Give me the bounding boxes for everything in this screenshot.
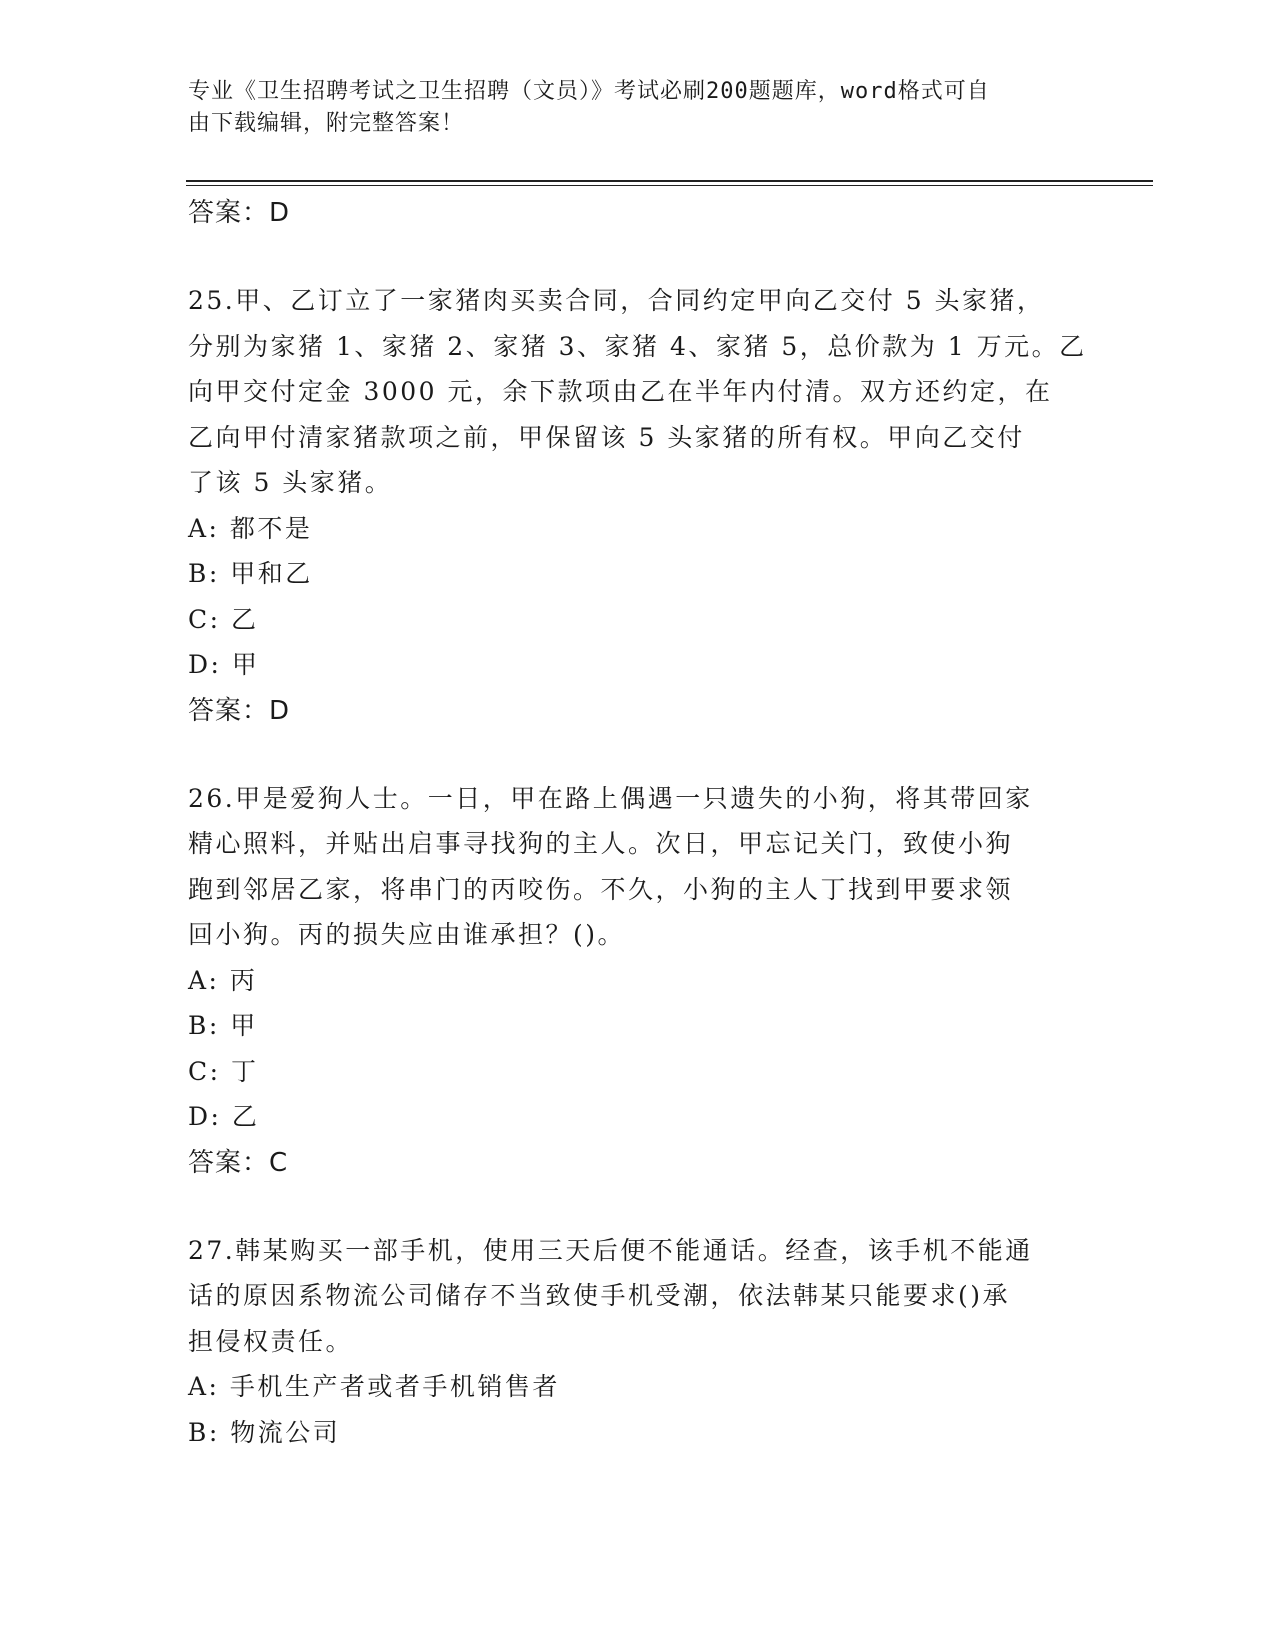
question-text [188, 1228, 1088, 1365]
option-c: C: 丁 [188, 1056, 259, 1086]
question-list [188, 190, 1088, 1455]
question-line: 向甲交付定金 3000 元，余下款项由乙在半年内付清。双方还约定，在 [188, 377, 1053, 406]
question-line: 乙向甲付清家猪款项之前，甲保留该 5 头家猪的所有权。甲向乙交付 [188, 422, 1025, 452]
question-line: 回小狗。丙的损失应由谁承担？()。 [188, 920, 626, 949]
header-divider-thin [186, 185, 1153, 186]
answer-line: 答案：D [188, 198, 291, 228]
answer-line: 答案：C [188, 1147, 289, 1178]
question-block [188, 1228, 1088, 1456]
question-line: 了该 5 头家猪。 [188, 468, 393, 497]
question-line: 26.甲是爱狗人士。一日，甲在路上偶遇一只遗失的小狗，将其带回家 [188, 783, 1033, 813]
question-line: 担侵权责任。 [188, 1326, 354, 1356]
option-d: D: 甲 [188, 650, 260, 679]
option-a: A: 手机生产者或者手机销售者 [188, 1372, 560, 1401]
question-text [188, 278, 1088, 506]
question-line: 精心照料，并贴出启事寻找狗的主人。次日，甲忘记关门，致使小狗 [188, 829, 1014, 858]
header-line: 专业《卫生招聘考试之卫生招聘（文员）》考试必刷200题题库，word格式可自 [188, 79, 990, 104]
option-b: B: 甲和乙 [188, 559, 313, 588]
question-block [188, 278, 1088, 734]
option-c: C: 乙 [188, 604, 259, 634]
option-a: A: 都不是 [188, 513, 313, 543]
answer-line: 答案：D [188, 695, 291, 726]
header-line: 由下载编辑，附完整答案！ [188, 111, 465, 136]
option-d: D: 乙 [188, 1102, 260, 1131]
question-line: 跑到邻居乙家，将串门的丙咬伤。不久，小狗的主人丁找到甲要求领 [188, 874, 1014, 904]
question-line: 话的原因系物流公司储存不当致使手机受潮，依法韩某只能要求()承 [188, 1281, 1011, 1310]
option-b: B: 甲 [188, 1011, 258, 1040]
question-line: 27.韩某购买一部手机，使用三天后便不能通话。经查，该手机不能通 [188, 1235, 1033, 1265]
option-a: A: 丙 [188, 965, 258, 995]
question-block [188, 776, 1088, 1186]
document-header [188, 76, 1068, 140]
question-text [188, 776, 1088, 958]
question-line: 25.甲、乙订立了一家猪肉买卖合同，合同约定甲向乙交付 5 头家猪， [188, 286, 1045, 315]
question-line: 分别为家猪 1、家猪 2、家猪 3、家猪 4、家猪 5，总价款为 1 万元。乙 [188, 331, 1087, 361]
header-divider-thick [186, 180, 1153, 182]
option-b: B: 物流公司 [188, 1417, 341, 1447]
